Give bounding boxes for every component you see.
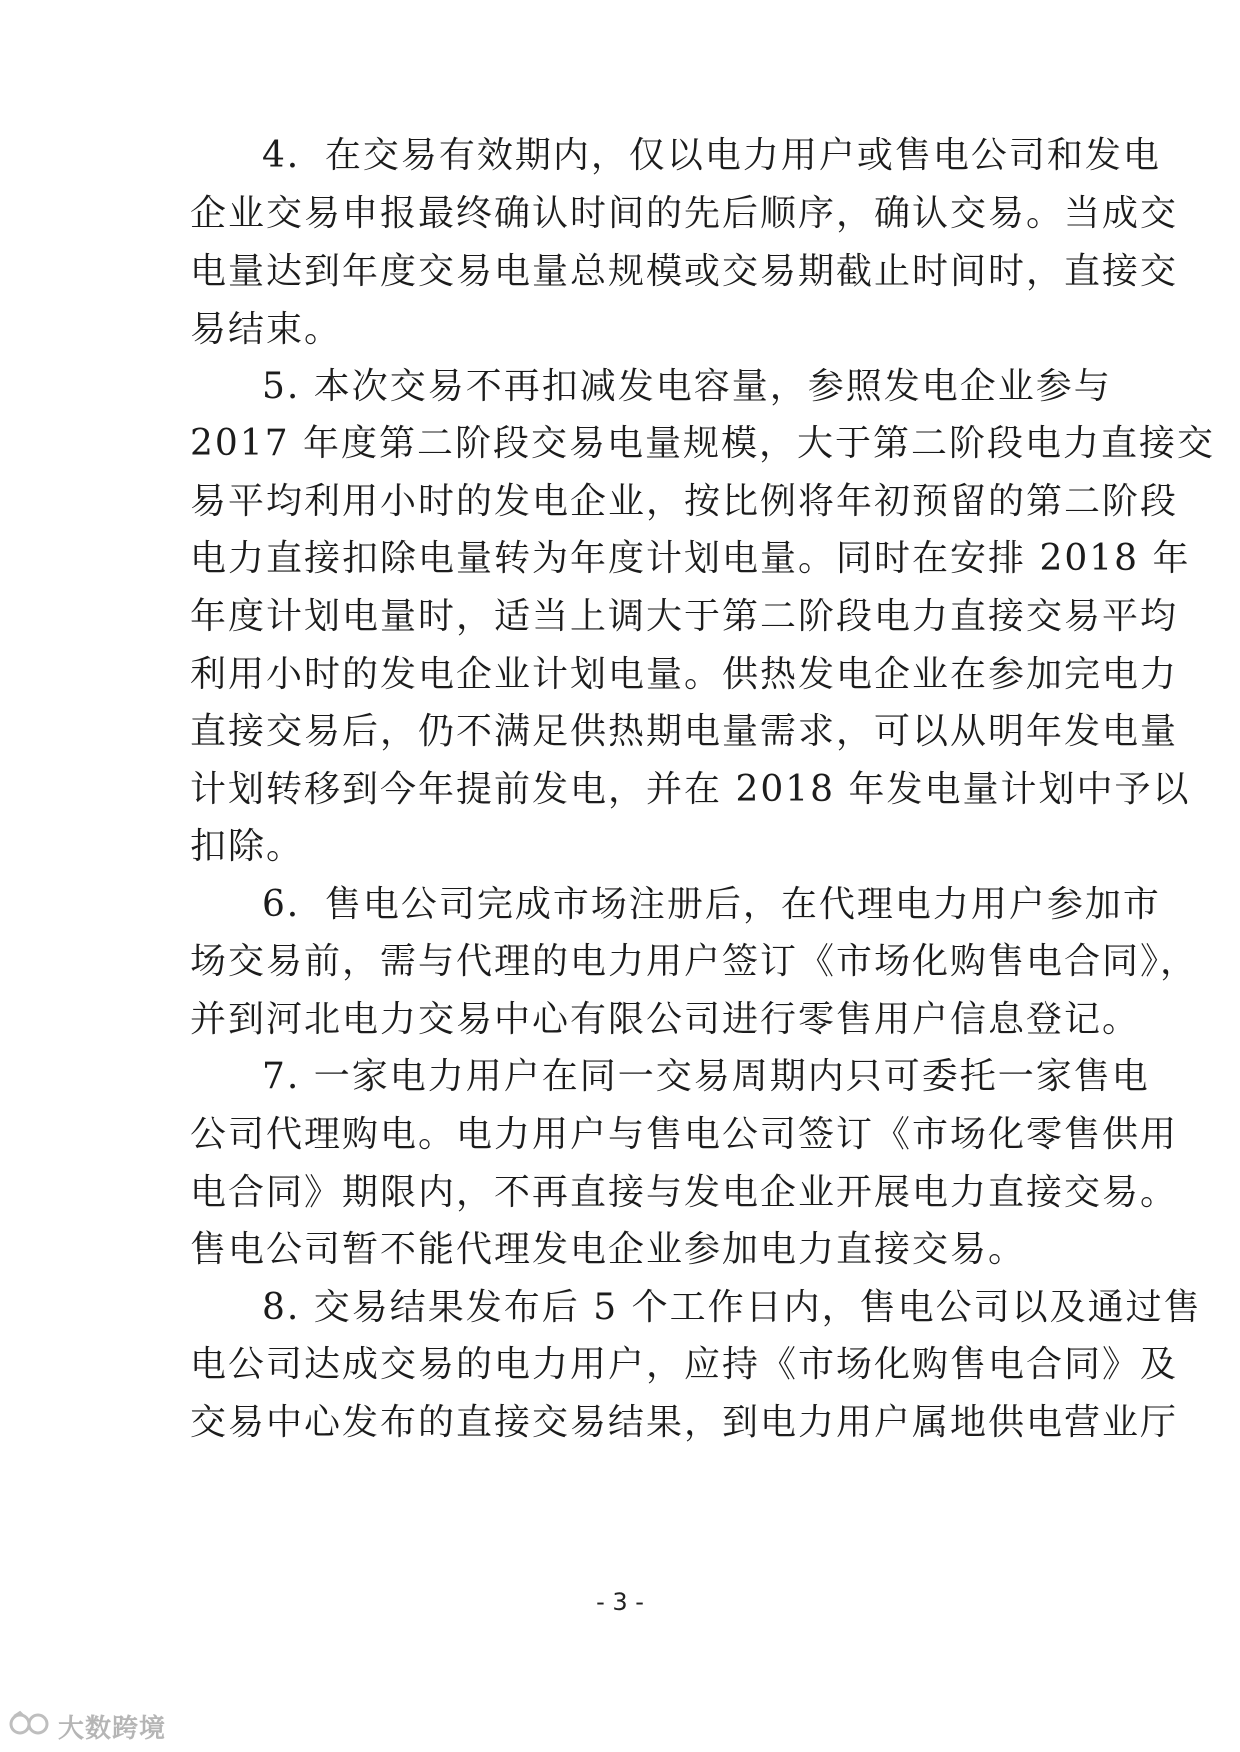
paragraph-line: 交易中心发布的直接交易结果，到电力用户属地供电营业厅 [190, 1402, 1179, 1443]
watermark [8, 1708, 166, 1744]
paragraph-line: 易结束。 [190, 309, 343, 350]
paragraph-line: 电力直接扣除电量转为年度计划电量。同时在安排 2018 年 [190, 538, 1191, 579]
paragraph-line: 2017 年度第二阶段交易电量规模，大于第二阶段电力直接交 [190, 423, 1216, 464]
paragraph-line: 企业交易申报最终确认时间的先后顺序，确认交易。当成交 [190, 193, 1179, 234]
watermark-text: 大数跨境 [58, 1713, 167, 1744]
paragraph-line: 计划转移到今年提前发电，并在 2018 年发电量计划中予以 [190, 769, 1191, 810]
paragraph-line: 年度计划电量时，适当上调大于第二阶段电力直接交易平均 [190, 596, 1179, 637]
paragraph-line: 并到河北电力交易中心有限公司进行零售用户信息登记。 [190, 999, 1141, 1040]
paragraph-line: 电公司达成交易的电力用户，应持《市场化购售电合同》及 [190, 1344, 1179, 1385]
paragraph-line: 售电公司暂不能代理发电企业参加电力直接交易。 [190, 1229, 1027, 1270]
paragraph-line: 扣除。 [190, 826, 305, 867]
page-number: - 3 - [596, 1588, 644, 1616]
paragraph-line: 场交易前，需与代理的电力用户签订《市场化购售电合同》， [190, 941, 1199, 982]
paragraph-line: 易平均利用小时的发电企业，按比例将年初预留的第二阶段 [190, 481, 1179, 522]
paragraph-line: 5. 本次交易不再扣减发电容量，参照发电企业参与 [262, 366, 1112, 407]
paragraph-line: 电量达到年度交易电量总规模或交易期截止时间时，直接交 [190, 251, 1179, 292]
paragraph-line: 6．售电公司完成市场注册后，在代理电力用户参加市 [262, 884, 1161, 925]
paragraph-line: 电合同》期限内，不再直接与发电企业开展电力直接交易。 [190, 1172, 1179, 1213]
paragraph-line: 7. 一家电力用户在同一交易周期内只可委托一家售电 [262, 1056, 1150, 1097]
watermark-logo-icon [8, 1708, 52, 1744]
paragraph-line: 公司代理购电。电力用户与售电公司签订《市场化零售供用 [190, 1114, 1179, 1155]
paragraph-line: 4．在交易有效期内，仅以电力用户或售电公司和发电 [262, 135, 1161, 176]
paragraph-line: 直接交易后，仍不满足供热期电量需求，可以从明年发电量 [190, 711, 1179, 752]
paragraph-line: 利用小时的发电企业计划电量。供热发电企业在参加完电力 [190, 654, 1179, 695]
paragraph-line: 8. 交易结果发布后 5 个工作日内，售电公司以及通过售 [262, 1287, 1202, 1328]
